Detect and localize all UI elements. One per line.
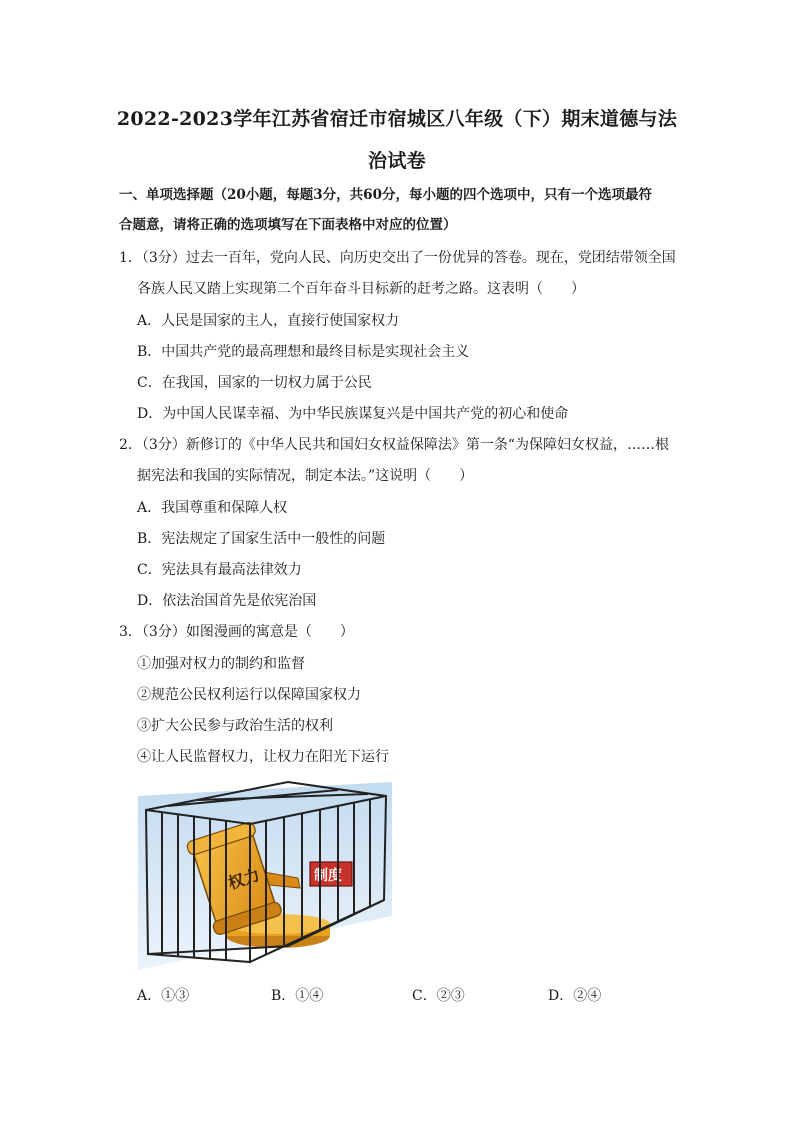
question-1-stem-line-1: 1．（3分）过去一百年，党向人民、向历史交出了一份优异的答卷。现在，党团结带领全国 <box>119 250 676 266</box>
question-3-choice-3: ③扩大公民参与政治生活的权利 <box>137 718 333 734</box>
question-3-option-b: B．①④ <box>271 988 324 1004</box>
section-heading-line-2: 合题意，请将正确的选项填写在下面表格中对应的位置） <box>119 217 457 233</box>
exam-title-line-2: 治试卷 <box>368 150 426 172</box>
question-2-option-b: B．宪法规定了国家生活中一般性的问题 <box>137 531 386 547</box>
question-2-option-a: A．我国尊重和保障人权 <box>137 500 288 516</box>
question-3-option-a: A．①③ <box>137 988 190 1004</box>
question-2-option-d: D．依法治国首先是依宪治国 <box>137 593 317 609</box>
question-3-option-d: D．②④ <box>548 988 602 1004</box>
question-1-option-d: D．为中国人民谋幸福、为中华民族谋复兴是中国共产党的初心和使命 <box>137 406 569 422</box>
exam-title-line-1: 2022-2023学年江苏省宿迁市宿城区八年级（下）期末道德与法 <box>116 108 678 130</box>
question-2-stem-line-1: 2．（3分）新修订的《中华人民共和国妇女权益保障法》第一条“为保障妇女权益，……根 <box>119 437 669 453</box>
question-1-option-a: A．人民是国家的主人，直接行使国家权力 <box>137 313 400 329</box>
question-3-stem: 3．（3分）如图漫画的寓意是（ ） <box>119 624 354 640</box>
question-2-stem-line-2: 据宪法和我国的实际情况，制定本法。”这说明（ ） <box>137 468 474 484</box>
question-1-option-b: B．中国共产党的最高理想和最终目标是实现社会主义 <box>137 344 470 360</box>
sign-label: 制度 <box>314 868 342 884</box>
question-3-choice-2: ②规范公民权利运行以保障国家权力 <box>137 687 361 703</box>
question-3-choice-4: ④让人民监督权力，让权力在阳光下运行 <box>137 749 389 765</box>
question-1-option-c: C．在我国，国家的一切权力属于公民 <box>137 375 372 391</box>
section-heading <box>119 180 679 240</box>
section-heading-line-1: 一、单项选择题（20小题，每题3分，共60分，每小题的四个选项中，只有一个选项最符 <box>119 187 652 203</box>
question-3-choice-1: ①加强对权力的制约和监督 <box>137 656 305 672</box>
question-1-stem-line-2: 各族人民又踏上实现第二个百年奋斗目标新的赶考之路。这表明（ ） <box>137 281 585 297</box>
power-in-cage-cartoon <box>138 776 392 970</box>
gavel-label: 权力 <box>225 865 263 894</box>
question-3-option-c: C．②③ <box>412 988 465 1004</box>
question-2-option-c: C．宪法具有最高法律效力 <box>137 562 302 578</box>
